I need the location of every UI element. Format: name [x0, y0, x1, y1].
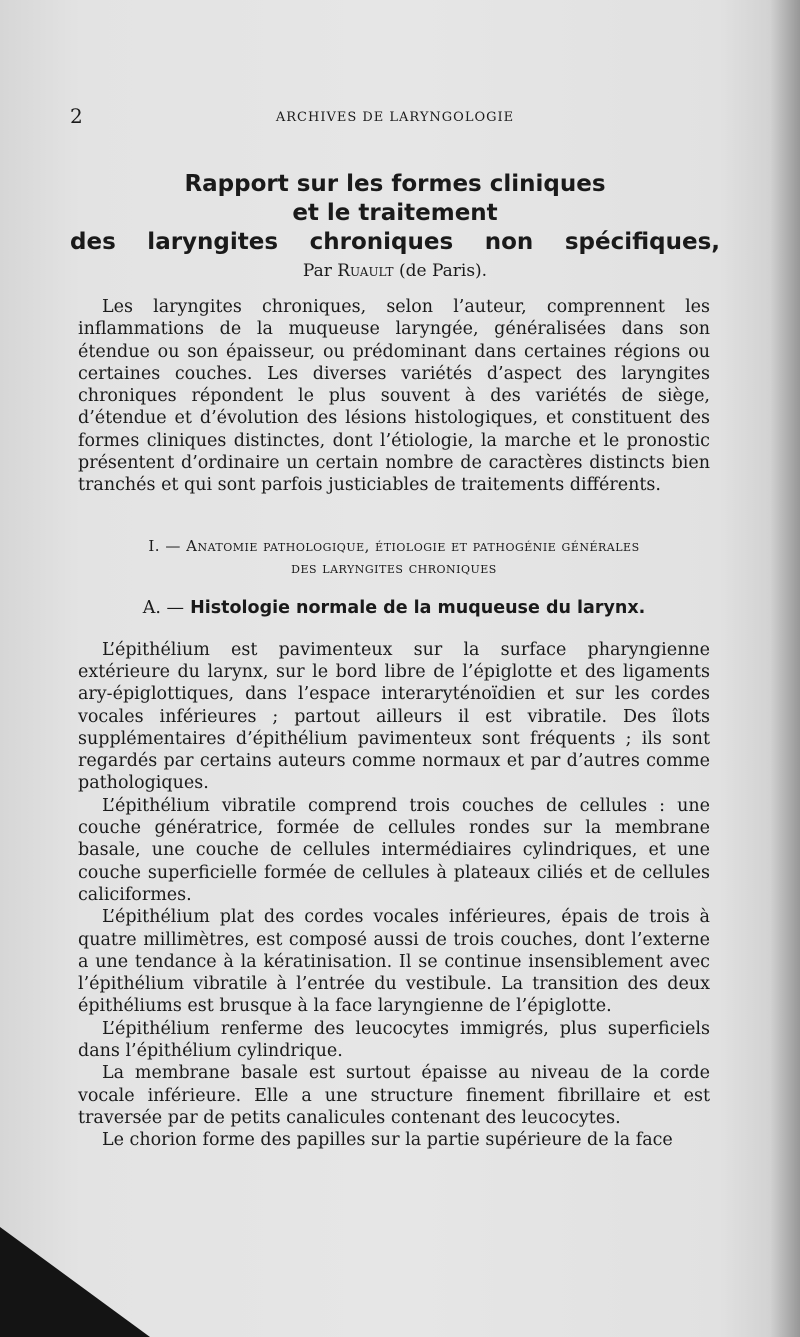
byline [70, 259, 720, 283]
title-line-3: des laryngites chroniques non spécifiques, [70, 229, 720, 255]
article-body [78, 296, 710, 1152]
body-paragraph: L’épithélium plat des cordes vocales inférieures, épais de trois à quatre millimètres, est composé aussi de trois couches, dont l’externe a une tendance à la kératinisation. Il se continue insensiblement avec l’épithélium vibratile à l’entrée du vestibule. La transition des deux épithéliums est brusque à la face laryngienne de l’épiglotte. [78, 907, 710, 1017]
title-line-1: Rapport sur les formes cliniques [184, 171, 606, 197]
body-paragraph: Le chorion forme des papilles sur la partie supérieure de la face [102, 1130, 673, 1151]
dark-corner [0, 1227, 150, 1337]
subsection-heading [78, 595, 710, 621]
subsection-title: Histologie normale de la muqueuse du larynx. [190, 597, 646, 618]
title-line-2: et le traitement [292, 200, 498, 226]
page-number: 2 [70, 104, 83, 128]
article-title-block [70, 170, 720, 283]
body-paragraph: La membrane basale est surtout épaisse au niveau de la corde vocale inférieure. Elle a une structure finement fibrillaire et est traversée par de petits canalicules contenant des leucocytes. [78, 1063, 710, 1128]
body-paragraph: L’épithélium vibratile comprend trois couches de cellules : une couche génératrice, formée de cellules rondes sur la membrane basale, une couche de cellules intermédiaires cylindriques, et une couche superficielle formée de cellules à plateaux ciliés et de cellules caliciformes. [78, 795, 710, 905]
page-edge-shadow [770, 0, 800, 1337]
intro-paragraph: Les laryngites chroniques, selon l’auteur, comprennent les inflammations de la muqueuse laryngée, généralisées dans son étendue ou son épaisseur, ou prédominant dans certaines régions ou certaines couches. Les diverses variétés d’aspect des laryngites chroniques répondent le plus souvent à des variétés de siège, d’étendue et d’évolution des lésions histologiques, et constituent des formes cliniques distinctes, dont l’étiologie, la marche et le pronostic présentent d’ordinaire un certain nombre de caractères distincts bien tranchés et qui sont parfois justiciables de traitements différents. [78, 297, 710, 496]
byline-prefix: Par [302, 261, 332, 281]
byline-suffix: (de Paris). [398, 261, 488, 281]
section-heading [78, 535, 710, 579]
body-paragraph: L’épithélium renferme des leucocytes immigrés, plus superficiels dans l’épithélium cylindrique. [78, 1018, 710, 1062]
section-title-line-1: Anatomie pathologique, étiologie et pathogénie générales [186, 536, 640, 555]
section-title-line-2: des laryngites chroniques [291, 558, 497, 577]
body-paragraph: L’épithélium est pavimenteux sur la surface pharyngienne extérieure du larynx, sur le bord libre de l’épiglotte et des ligaments ary-épiglottiques, dans l’espace interaryténoïdien et sur les cordes vocales inférieures ; partout ailleurs il est vibratile. Des îlots supplémentaires d’épithélium pavimenteux sont fréquents ; ils sont regardés par certains auteurs comme normaux et par d’autres comme pathologiques. [78, 639, 710, 794]
section-number: I. — [148, 536, 181, 555]
page-header [70, 106, 720, 126]
subsection-letter: A. — [142, 597, 184, 618]
running-head: ARCHIVES DE LARYNGOLOGIE [275, 110, 515, 125]
author-name: Ruault [337, 261, 394, 281]
